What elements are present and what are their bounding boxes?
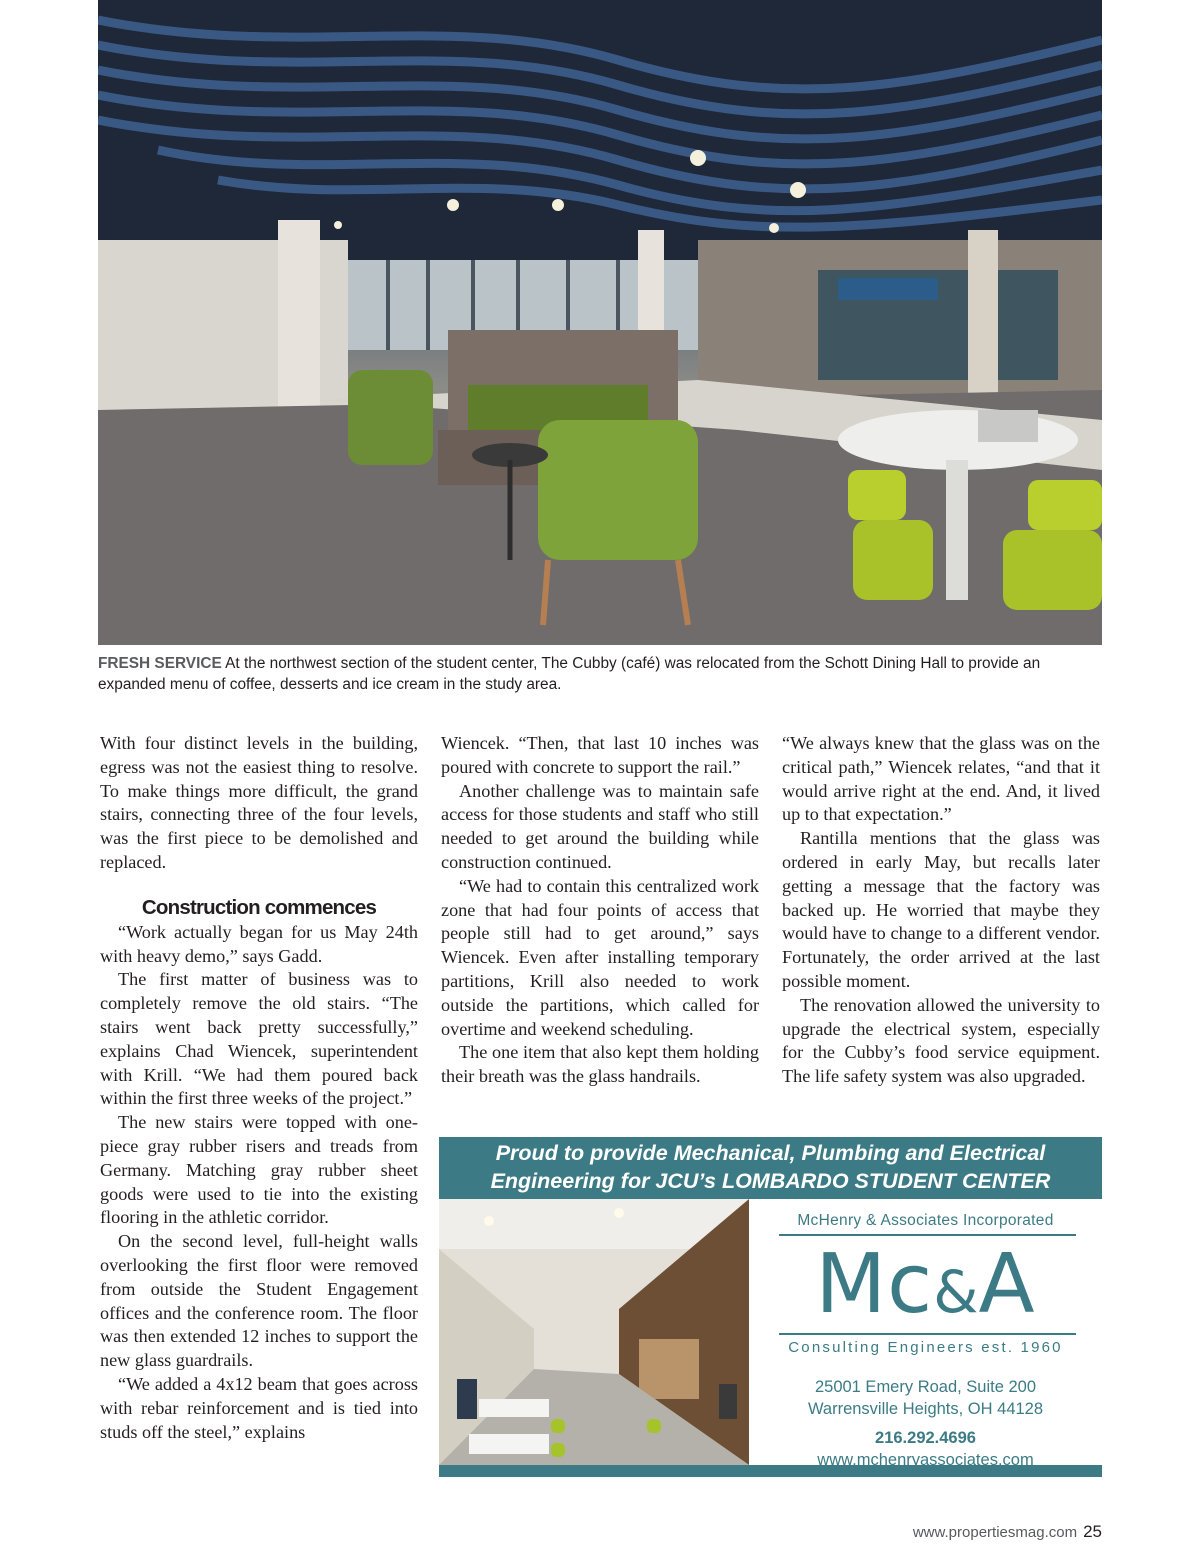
ad-website-link[interactable]: www.mchenryassociates.com [817, 1451, 1034, 1469]
paragraph: The new stairs were topped with one-piece gray rubber risers and treads from Germany. Matching gray rubber sheet goods were used to tie into the existing flooring in the athletic corridor. [100, 1112, 418, 1228]
ad-tagline: Consulting Engineers est. 1960 [788, 1339, 1063, 1356]
mc-and-a-logo [749, 1237, 1102, 1340]
ad-headline [439, 1140, 1102, 1195]
ad-phone[interactable]: 216.292.4696 [875, 1429, 976, 1447]
paragraph: “We had to contain this centralized work zone that had four points of access that people still had to get around,” says Wiencek. Even after installing temporary partitions, Krill also needed to work outside the partitions, which called for overtime and weekend scheduling. [441, 875, 759, 1039]
ad-address [749, 1376, 1102, 1420]
mchenry-advertisement[interactable] [439, 1137, 1102, 1477]
photo-caption [98, 653, 1102, 695]
ad-address-line-2: Warrensville Heights, OH 44128 [807, 1400, 1044, 1418]
cafe-interior-illustration [98, 0, 1102, 645]
article-column-3 [782, 732, 1100, 1089]
corridor-illustration [439, 1199, 749, 1465]
paragraph: Another challenge was to maintain safe access for those students and staff who still needed to get around the building while construction continued. [441, 780, 759, 872]
article-column-2 [441, 732, 759, 1089]
caption-lead: FRESH SERVICE [98, 655, 222, 672]
paragraph: Wiencek. “Then, that last 10 inches was poured with concrete to support the rail.” [441, 733, 759, 777]
ad-address-line-1: 25001 Emery Road, Suite 200 [814, 1378, 1037, 1396]
page-number: 25 [1083, 1522, 1102, 1541]
caption-text: At the northwest section of the student center, The Cubby (café) was relocated from the Schott Dining Hall to provide an expanded menu of coffee, desserts and ice cream in the study area. [98, 655, 1041, 693]
paragraph: “We always knew that the glass was on the critical path,” Wiencek relates, “and that it would arrive right at the end. And, it lived up to that expectation.” [782, 733, 1100, 825]
ad-divider-bottom [779, 1333, 1076, 1335]
footer-url[interactable]: www.propertiesmag.com [912, 1524, 1078, 1541]
section-heading: Construction commences [141, 895, 377, 919]
ad-corridor-photo [439, 1199, 749, 1465]
ad-company-name: McHenry & Associates Incorporated [797, 1212, 1054, 1229]
page-footer [913, 1522, 1102, 1542]
logo-a: A [978, 1237, 1036, 1332]
paragraph: On the second level, full-height walls overlooking the first floor were removed from outside the Student Engagement offices and the conference room. The floor was then extended 12 inches to support the new glass guardrails. [100, 1231, 418, 1371]
paragraph: The one item that also kept them holding their breath was the glass handrails. [441, 1042, 759, 1087]
logo-amp: & [933, 1258, 979, 1326]
ad-headline-line-1: Proud to provide Mechanical, Plumbing and Electrical [495, 1141, 1046, 1165]
ad-divider-top [779, 1234, 1076, 1236]
paragraph: With four distinct levels in the building, egress was not the easiest thing to resolve. To make things more difficult, the grand stairs, connecting three of the four levels, was the first piece to be demolished and replaced. [100, 733, 418, 872]
cafe-interior-photo [98, 0, 1102, 645]
paragraph: “Work actually began for us May 24th with heavy demo,” says Gadd. [100, 921, 418, 966]
logo-mc: Mc [815, 1237, 934, 1332]
paragraph: The first matter of business was to completely remove the old stairs. “The stairs went back pretty successfully,” explains Chad Wiencek, superintendent with Krill. “We had them poured back within the first three weeks of the project.” [100, 969, 418, 1109]
paragraph: The renovation allowed the university to upgrade the electrical system, especially for the Cubby’s food service equipment. The life safety system was also upgraded. [782, 994, 1100, 1087]
ad-headline-line-2: Engineering for JCU’s LOMBARDO STUDENT CENTER [490, 1168, 1051, 1193]
ad-contact-card [749, 1199, 1102, 1469]
article-column-1 [100, 732, 418, 1444]
paragraph: Rantilla mentions that the glass was ordered in early May, but recalls later getting a message that the factory was backed up. He worried that maybe they would have to change to a different vendor. Fortunately, the order arrived at the last possible moment. [782, 828, 1100, 991]
paragraph: “We added a 4x12 beam that goes across with rebar reinforcement and is tied into studs off the steel,” explains [100, 1373, 418, 1442]
